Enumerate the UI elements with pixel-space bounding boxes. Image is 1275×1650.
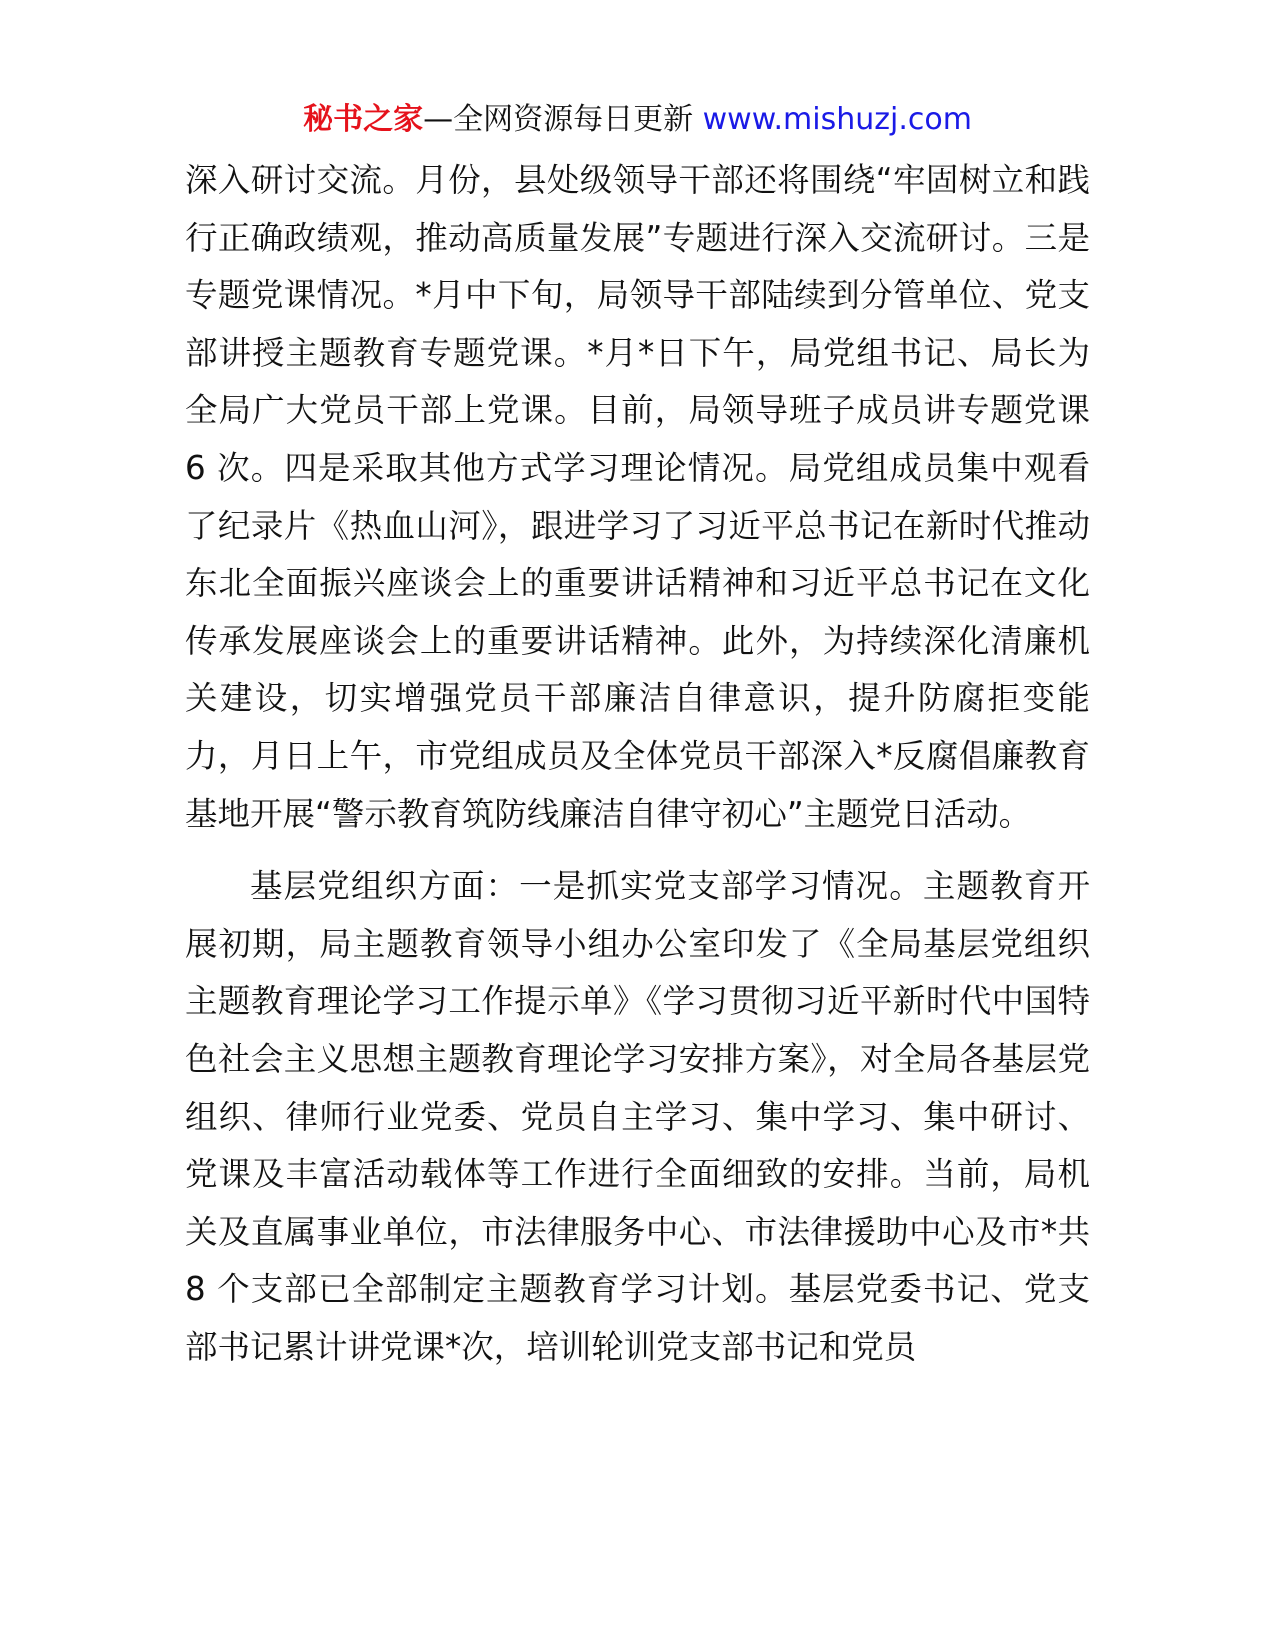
brand-name: 秘书之家 bbox=[303, 102, 424, 137]
paragraph-continued: 深入研讨交流。月份，县处级领导干部还将围绕“牢固树立和践行正确政绩观，推动高质量发展”专题进行深入交流研讨。三是专题党课情况。*月中下旬，局领导干部陆续到分管单位、党支部讲授主题教育专题党课。*月*日下午，局党组书记、局长为全局广大党员干部上党课。目前，局领导班子成员讲专题党课 6 次。四是采取其他方式学习理论情况。局党组成员集中观看了纪录片《热血山河》，跟进学习了习近平总书记在新时代推动东北全面振兴座谈会上的重要讲话精神和习近平总书记在文化传承发展座谈会上的重要讲话精神。此外，为持续深化清廉机关建设，切实增强党员干部廉洁自律意识，提升防腐拒变能力，月日上午，市党组成员及全体党员干部深入*反腐倡廉教育基地开展“警示教育筑防线廉洁自律守初心”主题党日活动。 bbox=[185, 161, 1090, 833]
website-link[interactable]: www.mishuzj.com bbox=[702, 102, 972, 137]
paragraph-grassroots-party: 基层党组织方面：一是抓实党支部学习情况。主题教育开展初期，局主题教育领导小组办公室印发了《全局基层党组织主题教育理论学习工作提示单》《学习贯彻习近平新时代中国特色社会主义思想主题教育理论学习安排方案》，对全局各基层党组织、律师行业党委、党员自主学习、集中学习、集中研讨、党课及丰富活动载体等工作进行全面细致的安排。当前，局机关及直属事业单位，市法律服务中心、市法律援助中心及市*共 8 个支部已全部制定主题教育学习计划。基层党委书记、党支部书记累计讲党课*次，培训轮训党支部书记和党员 bbox=[185, 867, 1090, 1366]
header-tagline: —全网资源每日更新 bbox=[423, 102, 703, 137]
page-header bbox=[0, 98, 1275, 142]
document-body bbox=[185, 152, 1090, 1376]
